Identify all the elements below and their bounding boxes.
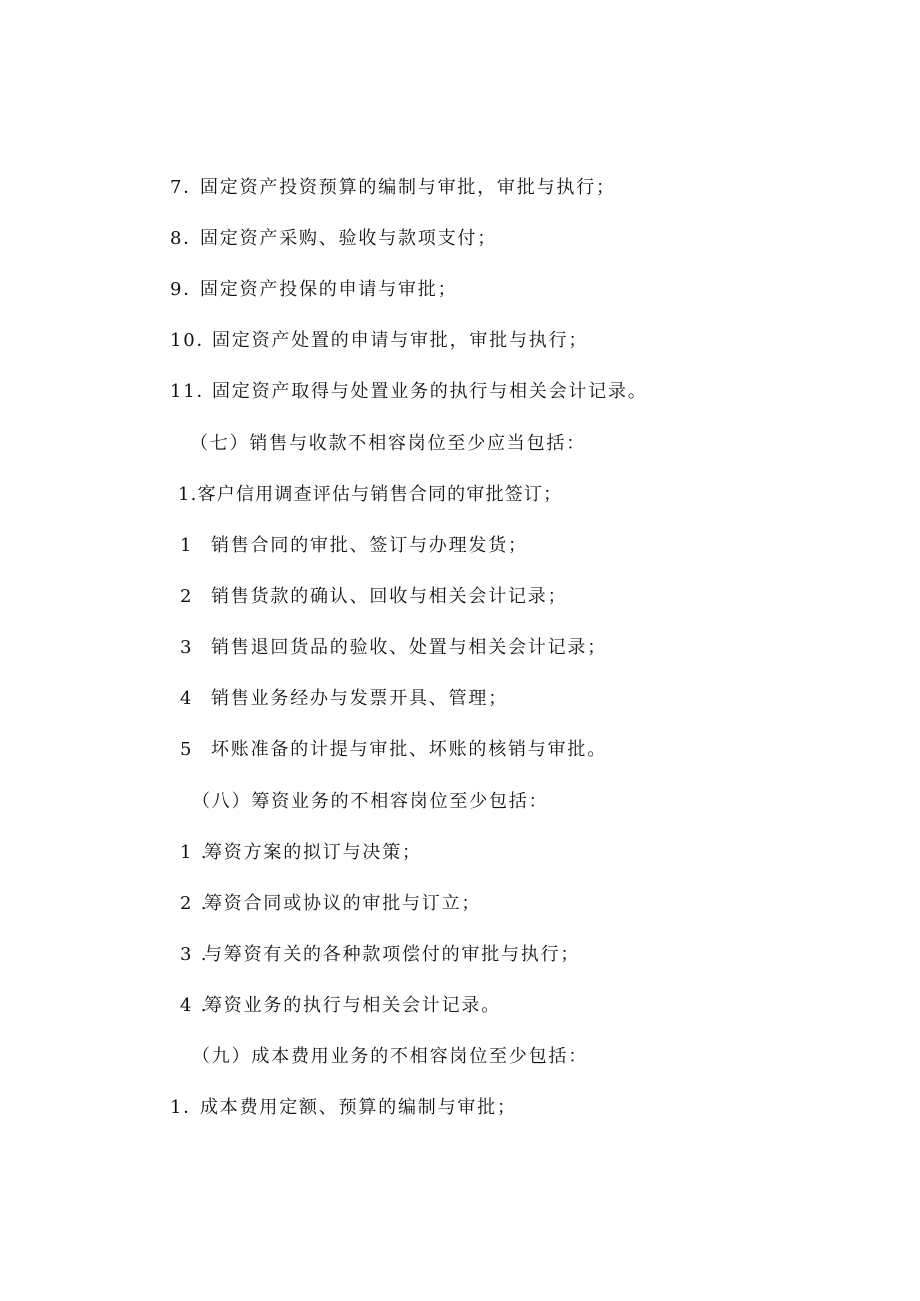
list-item	[180, 636, 607, 660]
list-item	[180, 841, 422, 865]
section-heading-text: （九）成本费用业务的不相容岗位至少包括：	[192, 1046, 588, 1067]
item-number: 3 .	[180, 944, 209, 965]
list-item	[170, 329, 588, 353]
item-text: 坏账准备的计提与审批、坏账的核销与审批。	[211, 739, 607, 760]
item-text: 成本费用定额、预算的编制与审批；	[200, 1097, 517, 1118]
item-number: 1.	[178, 484, 198, 505]
item-text: 筹资合同或协议的审批与订立；	[204, 893, 482, 914]
item-number: 10．	[170, 330, 217, 351]
item-text: 销售业务经办与发票开具、管理；	[211, 688, 508, 709]
item-text: 销售货款的确认、回收与相关会计记录；	[211, 586, 568, 607]
section-heading	[190, 432, 586, 456]
list-item	[170, 227, 497, 251]
item-text: 固定资产处置的申请与审批，审批与执行；	[212, 330, 589, 351]
section-heading	[192, 1045, 588, 1069]
item-number: 4	[180, 688, 194, 709]
list-item	[180, 943, 580, 967]
item-number: 5	[180, 739, 194, 760]
item-number: 1．	[170, 1097, 204, 1118]
item-number: 4 .	[180, 995, 209, 1016]
item-text: 与筹资有关的各种款项偿付的审批与执行；	[204, 944, 581, 965]
item-text: 销售退回货品的验收、处置与相关会计记录；	[211, 637, 607, 658]
list-item	[180, 738, 607, 762]
item-number: 9．	[170, 279, 204, 300]
item-number: 8．	[170, 228, 204, 249]
item-number: 3	[180, 637, 194, 658]
list-item	[178, 483, 562, 507]
item-number: 2 .	[180, 893, 209, 914]
list-item	[180, 994, 501, 1018]
item-text: 客户信用调查评估与销售合同的审批签订；	[197, 484, 563, 505]
list-item	[170, 176, 616, 200]
item-number: 7．	[170, 177, 204, 198]
section-heading	[192, 790, 548, 814]
item-number: 1	[180, 535, 194, 556]
list-item	[180, 687, 508, 711]
section-heading-text: （八）筹资业务的不相容岗位至少包括：	[192, 791, 549, 812]
section-heading-text: （七）销售与收款不相容岗位至少应当包括：	[190, 433, 586, 454]
item-number: 1 .	[180, 842, 209, 863]
list-item	[180, 534, 528, 558]
item-text: 固定资产取得与处置业务的执行与相关会计记录。	[212, 381, 648, 402]
item-text: 固定资产投保的申请与审批；	[200, 279, 458, 300]
item-text: 固定资产采购、验收与款项支付；	[200, 228, 497, 249]
item-text: 固定资产投资预算的编制与审批，审批与执行；	[200, 177, 616, 198]
list-item	[170, 278, 457, 302]
item-number: 11．	[170, 381, 217, 402]
list-item	[180, 892, 481, 916]
list-item	[170, 380, 648, 404]
item-text: 销售合同的审批、签订与办理发货；	[211, 535, 528, 556]
item-number: 2	[180, 586, 194, 607]
list-item	[180, 585, 567, 609]
item-text: 筹资业务的执行与相关会计记录。	[204, 995, 501, 1016]
list-item	[170, 1096, 517, 1120]
item-text: 筹资方案的拟订与决策；	[204, 842, 422, 863]
